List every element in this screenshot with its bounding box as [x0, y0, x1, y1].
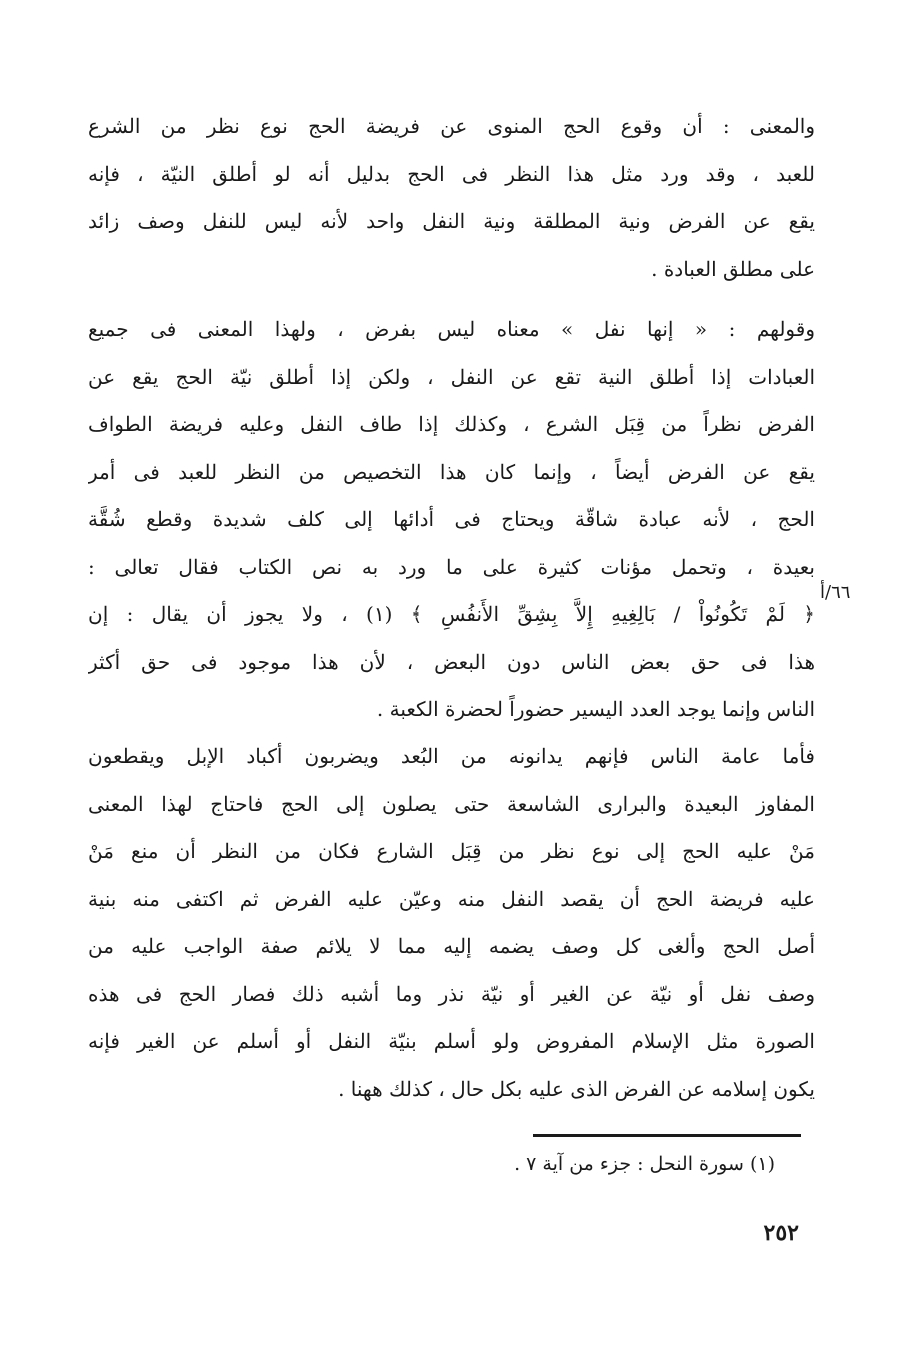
paragraph-line: الفرض نظراً من قِبَل الشرع ، وكذلك إذا طاف النفل وعليه فريضة الطواف: [88, 412, 815, 436]
paragraph-3: [88, 733, 815, 1113]
paragraph-line: والمعنى : أن وقوع الحج المنوى عن فريضة الحج نوع نظر من الشرع: [88, 114, 815, 138]
footnote-divider: [533, 1134, 801, 1137]
paragraph-2: [88, 306, 815, 734]
footnote: (١) سورة النحل : جزء من آية ٧ .: [514, 1153, 775, 1175]
paragraph-line: يكون إسلامه عن الفرض الذى عليه بكل حال ، كذلك ههنا .: [338, 1076, 815, 1101]
quran-verse-line: ﴿ لَمْ تَكُونُواْ / بَالِغِيهِ إِلاَّ بِشِقِّ الأَنفُسِ ﴾ (١) ، ولا يجوز أن يقال : إن: [88, 602, 815, 626]
paragraph-line: الصورة مثل الإسلام المفروض ولو أسلم بنيّة النفل أو أسلم عن الغير فإنه: [88, 1029, 815, 1053]
paragraph-1: [88, 103, 815, 293]
paragraph-line: العبادات إذا أطلق النية تقع عن النفل ، ولكن إذا أطلق نيّة الحج يقع عن: [88, 364, 815, 389]
paragraph-line: المفاوز البعيدة والبرارى الشاسعة حتى يصلون إلى الحج فاحتاج لهذا المعنى: [88, 791, 815, 816]
paragraph-line: وصف نفل أو نيّة عن الغير أو نيّة نذر وما أشبه ذلك فصار الحج فى هذه: [88, 981, 815, 1006]
paragraph-line: على مطلق العبادة .: [651, 256, 815, 281]
paragraph-line: أصل الحج وألغى كل وصف يضمه إليه مما لا يلائم صفة الواجب عليه من: [88, 934, 815, 958]
paragraph-line: مَنْ عليه الحج إلى نوع نظر من قِبَل الشارع فكان من النظر أن منع مَنْ: [88, 839, 815, 863]
paragraph-line: بعيدة ، وتحمل مؤنات كثيرة على ما ورد به نص الكتاب فقال تعالى :: [88, 554, 815, 579]
manuscript-folio-marker: ٦٦/أ: [820, 582, 851, 603]
paragraph-line: للعبد ، وقد ورد مثل هذا النظر فى الحج بدليل أنه لو أطلق النيّة ، فإنه: [88, 161, 815, 186]
paragraph-line: هذا فى حق بعض الناس دون البعض ، لأن هذا موجود فى حق أكثر: [88, 649, 815, 674]
paragraph-line: الحج ، لأنه عبادة شاقّة ويحتاج فى أدائها إلى كلف شديدة وقطع شُقَّة: [88, 507, 815, 531]
page-number: ٢٥٢: [763, 1220, 799, 1246]
paragraph-line: عليه فريضة الحج أن يقصد النفل منه وعيّن عليه الفرض ثم اكتفى منه بنية: [88, 886, 815, 911]
paragraph-line: يقع عن الفرض أيضاً ، وإنما كان هذا التخصيص من النظر للعبد فى أمر: [88, 459, 815, 484]
paragraph-line: يقع عن الفرض ونية المطلقة ونية النفل واحد لأنه ليس للنفل وصف زائد: [88, 209, 815, 233]
paragraph-line: الناس وإنما يوجد العدد اليسير حضوراً لحضرة الكعبة .: [376, 697, 815, 721]
paragraph-line: وقولهم : « إنها نفل » معناه ليس بفرض ، ولهذا المعنى فى جميع: [88, 317, 815, 341]
paragraph-line: فأما عامة الناس فإنهم يدانونه من البُعد ويضربون أكباد الإبل ويقطعون: [88, 744, 815, 768]
